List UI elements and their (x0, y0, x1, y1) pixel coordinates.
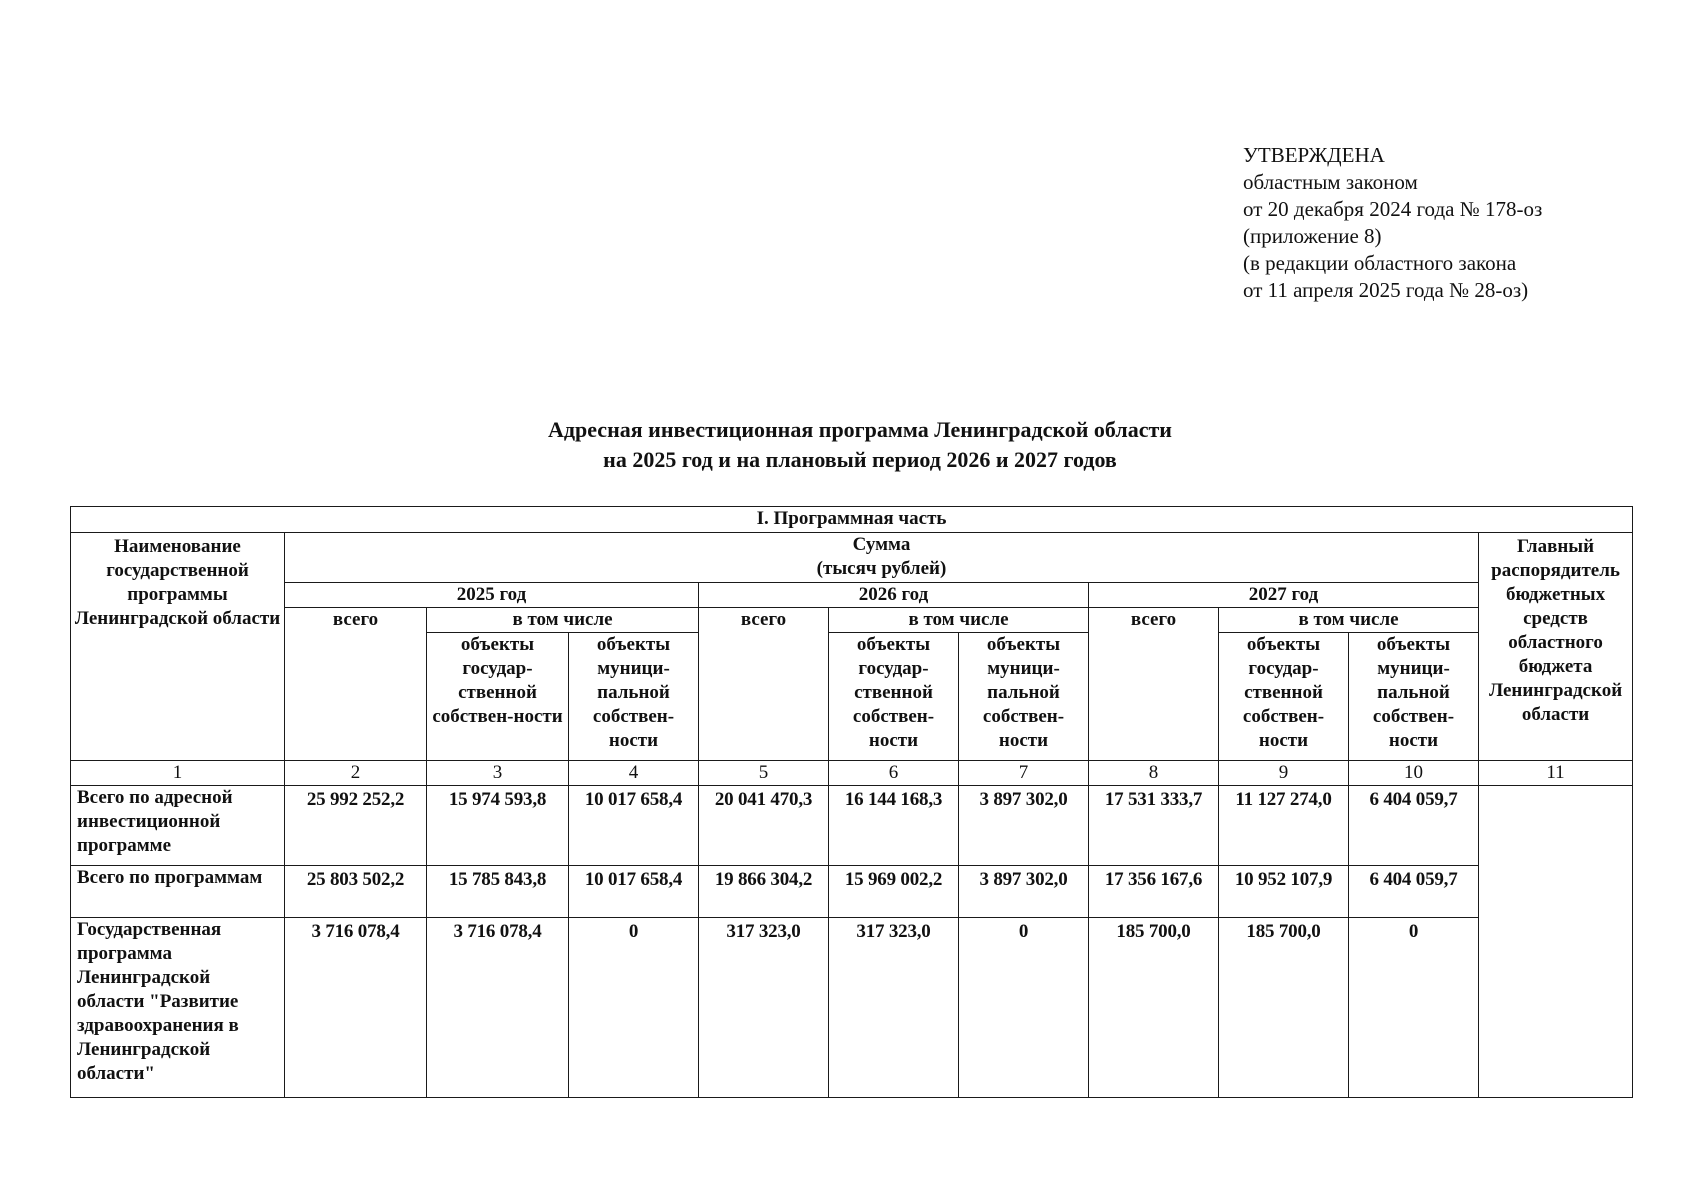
approval-line: от 20 декабря 2024 года № 178-оз (1243, 197, 1543, 221)
column-number: 5 (699, 761, 829, 786)
header-including-2026: в том числе (829, 608, 1089, 633)
value-cell: 10 017 658,4 (569, 866, 699, 918)
header-including-2025: в том числе (427, 608, 699, 633)
approval-line: от 11 апреля 2025 года № 28-оз) (1243, 278, 1529, 302)
approval-line: областным законом (1243, 170, 1418, 194)
header-municipal-objects-2025: объекты муници-пальной собствен-ности (569, 633, 699, 761)
header-state-objects-2026: объекты государ-ственной собствен-ности (829, 633, 959, 761)
value-cell: 0 (959, 918, 1089, 1098)
investment-program-table (70, 506, 1633, 1098)
value-cell: 25 803 502,2 (285, 866, 427, 918)
column-number: 6 (829, 761, 959, 786)
header-including-2027: в том числе (1219, 608, 1479, 633)
header-sum-label: Сумма (852, 534, 911, 555)
column-number: 3 (427, 761, 569, 786)
header-state-objects-2025: объекты государ-ственной собствен-ности (427, 633, 569, 761)
value-cell: 3 716 078,4 (285, 918, 427, 1098)
value-cell: 3 716 078,4 (427, 918, 569, 1098)
row-name: Всего по программам (71, 866, 285, 918)
document-title (360, 415, 1360, 475)
value-cell: 15 969 002,2 (829, 866, 959, 918)
header-sum (285, 533, 1479, 583)
value-cell: 17 531 333,7 (1089, 786, 1219, 866)
header-program-name: Наименование государственной программы Ленинградской области (71, 533, 285, 761)
value-cell: 15 785 843,8 (427, 866, 569, 918)
value-cell: 11 127 274,0 (1219, 786, 1349, 866)
value-cell: 185 700,0 (1219, 918, 1349, 1098)
header-year-2026: 2026 год (699, 583, 1089, 608)
header-total-2026: всего (699, 608, 829, 761)
value-cell: 10 017 658,4 (569, 786, 699, 866)
approval-line: УТВЕРЖДЕНА (1243, 143, 1385, 167)
value-cell: 15 974 593,8 (427, 786, 569, 866)
header-year-2025: 2025 год (285, 583, 699, 608)
column-number: 9 (1219, 761, 1349, 786)
row-name: Всего по адресной инвестиционной программе (71, 786, 285, 866)
header-sum-unit: (тысяч рублей) (816, 558, 947, 579)
value-cell: 10 952 107,9 (1219, 866, 1349, 918)
value-cell: 6 404 059,7 (1349, 786, 1479, 866)
column-number: 4 (569, 761, 699, 786)
column-number: 11 (1479, 761, 1633, 786)
approval-line: (в редакции областного закона (1243, 251, 1517, 275)
row-name: Государственная программа Ленинградской области "Развитие здравоохранения в Ленинградской области" (71, 918, 285, 1098)
value-cell: 25 992 252,2 (285, 786, 427, 866)
header-municipal-objects-2027: объекты муници-пальной собствен-ности (1349, 633, 1479, 761)
column-number: 8 (1089, 761, 1219, 786)
value-cell: 0 (569, 918, 699, 1098)
column-number: 2 (285, 761, 427, 786)
value-cell: 0 (1349, 918, 1479, 1098)
value-cell: 6 404 059,7 (1349, 866, 1479, 918)
header-budget-manager: Главный распорядитель бюджетных средств областного бюджета Ленинградской области (1479, 533, 1633, 761)
column-number: 1 (71, 761, 285, 786)
title-line-1: Адресная инвестиционная программа Ленинградской области (548, 417, 1172, 442)
header-municipal-objects-2026: объекты муници-пальной собствен-ности (959, 633, 1089, 761)
approval-line: (приложение 8) (1243, 224, 1382, 248)
value-cell: 20 041 470,3 (699, 786, 829, 866)
table-row (71, 866, 1633, 918)
value-cell: 3 897 302,0 (959, 866, 1089, 918)
header-year-2027: 2027 год (1089, 583, 1479, 608)
header-total-2025: всего (285, 608, 427, 761)
table-row (71, 918, 1633, 1098)
table-row (71, 786, 1633, 866)
value-cell: 16 144 168,3 (829, 786, 959, 866)
column-number: 10 (1349, 761, 1479, 786)
value-cell: 317 323,0 (829, 918, 959, 1098)
value-cell: 17 356 167,6 (1089, 866, 1219, 918)
title-line-2: на 2025 год и на плановый период 2026 и 2027 годов (603, 447, 1117, 472)
header-total-2027: всего (1089, 608, 1219, 761)
value-cell: 185 700,0 (1089, 918, 1219, 1098)
section-title: I. Программная часть (71, 507, 1633, 533)
column-number: 7 (959, 761, 1089, 786)
budget-manager-cell (1479, 786, 1633, 1098)
value-cell: 19 866 304,2 (699, 866, 829, 918)
value-cell: 3 897 302,0 (959, 786, 1089, 866)
header-state-objects-2027: объекты государ-ственной собствен-ности (1219, 633, 1349, 761)
approval-stamp (1243, 142, 1542, 304)
value-cell: 317 323,0 (699, 918, 829, 1098)
